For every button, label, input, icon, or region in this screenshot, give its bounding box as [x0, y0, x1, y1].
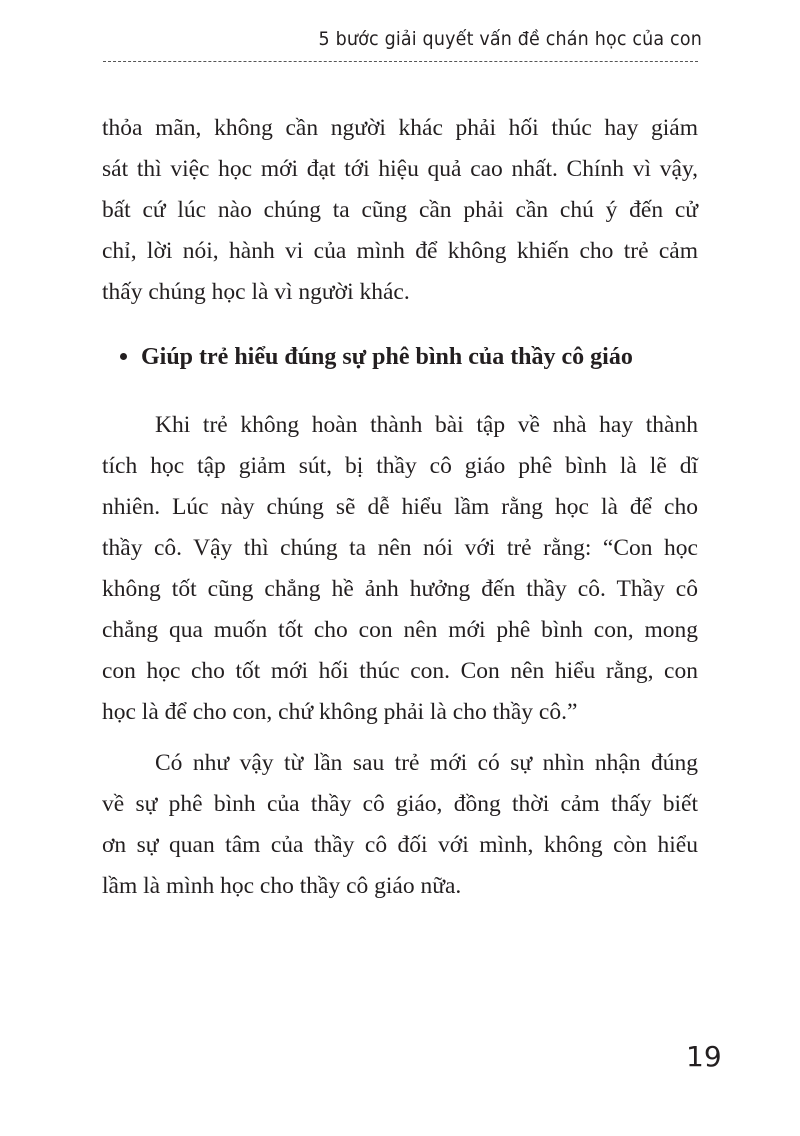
text-line: chỉ, lời nói, hành vi của mình để không khiến cho trẻ cảm — [102, 238, 698, 264]
text-line: học là để cho con, chứ không phải là cho thầy cô.” — [102, 699, 578, 725]
text-line: về sự phê bình của thầy cô giáo, đồng thời cảm thấy biết — [102, 791, 698, 817]
text-line: sát thì việc học mới đạt tới hiệu quả cao nhất. Chính vì vậy, — [102, 156, 698, 182]
text-line: ơn sự quan tâm của thầy cô đối với mình, không còn hiểu — [102, 832, 698, 858]
running-header: 5 bước giải quyết vấn đề chán học của con — [318, 28, 702, 50]
text-line: tích học tập giảm sút, bị thầy cô giáo phê bình là lẽ dĩ — [102, 453, 698, 479]
text-line: lầm là mình học cho thầy cô giáo nữa. — [102, 873, 462, 899]
text-line: con học cho tốt mới hối thúc con. Con nên hiểu rằng, con — [102, 658, 698, 684]
text-line: Có như vậy từ lần sau trẻ mới có sự nhìn nhận đúng — [155, 750, 698, 776]
section-heading-text: Giúp trẻ hiểu đúng sự phê bình của thầy cô giáo — [141, 344, 633, 370]
text-line: nhiên. Lúc này chúng sẽ dễ hiểu lầm rằng học là để cho — [102, 494, 698, 520]
section-heading — [120, 344, 633, 371]
text-line: Khi trẻ không hoàn thành bài tập về nhà hay thành — [155, 412, 698, 438]
text-line: bất cứ lúc nào chúng ta cũng cần phải cần chú ý đến cử — [102, 197, 698, 223]
text-line: không tốt cũng chẳng hề ảnh hưởng đến thầy cô. Thầy cô — [102, 576, 698, 602]
header-divider — [103, 61, 698, 62]
text-line: thỏa mãn, không cần người khác phải hối thúc hay giám — [102, 115, 698, 141]
text-line: thấy chúng học là vì người khác. — [102, 279, 410, 305]
bullet-icon — [120, 353, 127, 360]
page-number: 19 — [686, 1040, 722, 1073]
text-line: chẳng qua muốn tốt cho con nên mới phê bình con, mong — [102, 617, 698, 643]
text-line: thầy cô. Vậy thì chúng ta nên nói với trẻ rằng: “Con học — [102, 535, 698, 561]
